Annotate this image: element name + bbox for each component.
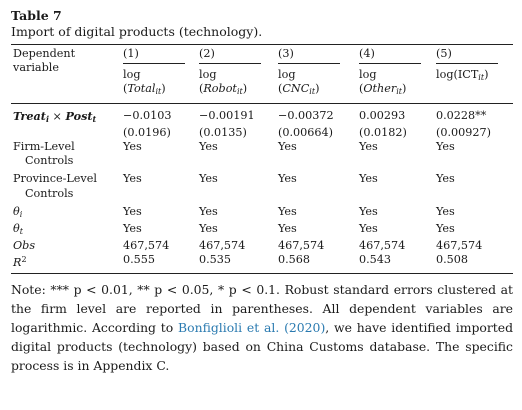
treat-label-a: Treat — [13, 108, 46, 123]
col-var-3-sub: it — [309, 87, 316, 97]
col-var-5 — [436, 68, 513, 99]
col-var-1-log: log — [123, 68, 141, 82]
col-num-2: (2) — [199, 47, 215, 60]
theta-t-label — [11, 222, 123, 239]
yes-cell: Yes — [278, 140, 297, 154]
col-var-3-log: log — [278, 68, 296, 82]
dep-var-line2: variable — [13, 61, 59, 75]
yes-cell: Yes — [199, 204, 218, 218]
yes-cell: Yes — [123, 222, 142, 236]
col-header-3 — [278, 45, 359, 68]
yes-cell: Yes — [436, 140, 455, 154]
yes-cell: Yes — [123, 140, 142, 154]
province-controls-line1: Province-Level — [13, 172, 97, 186]
r2-label-sup: 2 — [21, 255, 27, 265]
col-var-4-sub: it — [396, 87, 402, 97]
r2-cell: 0.543 — [359, 253, 392, 267]
col-var-4-name: Other — [363, 82, 397, 96]
obs-cell: 467,574 — [436, 239, 483, 253]
se-cell: (0.0196) — [123, 125, 171, 139]
note-text-1: Note: *** p < 0.01, ** p < 0.05, * p < 0.1. Robust standard errors clustered at the firm level are reported in parentheses. All dependent variables are logarithmic. According to — [11, 281, 513, 335]
firm-controls-label — [11, 140, 123, 168]
times-sign: × — [49, 109, 66, 123]
theta-i-row — [11, 201, 513, 222]
r2-cell: 0.555 — [123, 253, 156, 267]
yes-cell: Yes — [199, 222, 218, 236]
dep-var-line1: Dependent — [13, 47, 76, 60]
yes-cell: Yes — [278, 204, 297, 218]
yes-cell: Yes — [436, 222, 455, 236]
col-var-1-sub: it — [155, 87, 162, 97]
yes-cell: Yes — [359, 222, 378, 236]
r2-row — [11, 253, 513, 272]
treat-label — [11, 104, 123, 126]
table-title: Import of digital products (technology). — [11, 24, 263, 39]
yes-cell: Yes — [436, 172, 455, 186]
se-cell: (0.0182) — [359, 125, 407, 139]
yes-cell: Yes — [278, 172, 297, 186]
coef-cell: 0.0228** — [436, 108, 487, 122]
theta-t-sub: t — [19, 227, 23, 237]
treat-label-a-sub: i — [45, 113, 49, 124]
obs-label: Obs — [13, 239, 36, 253]
se-cell: (0.00664) — [278, 125, 333, 139]
col-var-5-sub: it — [478, 73, 485, 83]
theta-t-sym: θ — [13, 222, 20, 236]
yes-cell: Yes — [199, 140, 218, 154]
r2-cell: 0.508 — [436, 253, 469, 267]
obs-cell: 467,574 — [278, 239, 325, 253]
col-var-5-log: log(ICT — [436, 68, 479, 82]
table-container — [11, 8, 513, 375]
yes-cell: Yes — [123, 172, 142, 186]
theta-i-sub: i — [19, 209, 23, 219]
col-var-2-sub: it — [236, 87, 243, 97]
col-var-3-name: CNC — [282, 82, 310, 96]
province-controls-label — [11, 168, 123, 200]
col-num-5: (5) — [436, 47, 452, 60]
r2-label — [11, 253, 123, 272]
province-controls-line2: Controls — [25, 186, 74, 200]
yes-cell: Yes — [359, 140, 378, 154]
col-header-5 — [436, 45, 513, 68]
coef-cell: 0.00293 — [359, 108, 406, 122]
r2-cell: 0.535 — [199, 253, 232, 267]
col-var-5-close: ) — [484, 68, 489, 82]
obs-row — [11, 239, 513, 253]
col-var-2: log (Robot$_{it}$) — [199, 68, 248, 97]
treat-row — [11, 104, 513, 126]
col-header-1 — [123, 45, 199, 68]
yes-cell: Yes — [123, 204, 142, 218]
se-cell: (0.00927) — [436, 125, 491, 139]
table-label: Table 7 — [11, 8, 62, 23]
r2-cell: 0.568 — [278, 253, 311, 267]
col-rule-1 — [123, 63, 185, 64]
col-num-1: (1) — [123, 47, 139, 60]
treat-label-b: Post — [65, 108, 93, 123]
yes-cell: Yes — [359, 204, 378, 218]
coef-cell: −0.00372 — [278, 108, 334, 122]
dep-var-header — [11, 45, 123, 100]
firm-controls-line1: Firm-Level — [13, 140, 75, 154]
col-rule-3 — [278, 63, 340, 64]
col-var-4-log: log — [359, 68, 377, 82]
theta-i-label — [11, 201, 123, 222]
col-var-2-name: Robot — [203, 82, 237, 96]
province-controls-row — [11, 168, 513, 200]
col-var-1: log (Total$_{it}$) — [123, 68, 166, 97]
col-num-3: (3) — [278, 47, 294, 60]
theta-t-row — [11, 222, 513, 239]
yes-cell: Yes — [199, 172, 218, 186]
note-text-2: , we have identified imported digital products (technology) based on China Customs database. The specific process is in Appendix C. — [11, 319, 513, 373]
obs-cell: 467,574 — [199, 239, 246, 253]
yes-cell: Yes — [436, 204, 455, 218]
regression-table — [11, 45, 513, 273]
obs-cell: 467,574 — [359, 239, 406, 253]
col-var-4: log (Other$_{it}$) — [359, 68, 407, 97]
obs-cell: 467,574 — [123, 239, 170, 253]
firm-controls-line2: Controls — [25, 154, 74, 168]
col-var-3: log $(CNC_{it})$ — [278, 68, 320, 97]
r2-label-r: R — [13, 256, 22, 270]
col-header-2 — [199, 45, 278, 68]
col-num-4: (4) — [359, 47, 375, 60]
se-cell: (0.0135) — [199, 125, 247, 139]
table-note — [11, 280, 513, 375]
theta-i-sym: θ — [13, 204, 20, 218]
yes-cell: Yes — [359, 172, 378, 186]
yes-cell: Yes — [278, 222, 297, 236]
citation-link[interactable]: Bonfiglioli et al. (2020) — [178, 319, 326, 335]
firm-controls-row — [11, 140, 513, 168]
col-rule-5 — [436, 63, 498, 64]
col-rule-4 — [359, 63, 421, 64]
col-var-1-name: Total — [127, 82, 156, 96]
bottom-rule — [11, 273, 513, 274]
col-var-2-log: log — [199, 68, 217, 82]
coef-cell: −0.0103 — [123, 108, 172, 122]
header-row — [11, 45, 513, 68]
coef-cell: −0.00191 — [199, 108, 255, 122]
se-row — [11, 126, 513, 140]
col-header-4 — [359, 45, 436, 68]
col-rule-2 — [199, 63, 261, 64]
treat-label-b-sub: t — [92, 113, 97, 124]
